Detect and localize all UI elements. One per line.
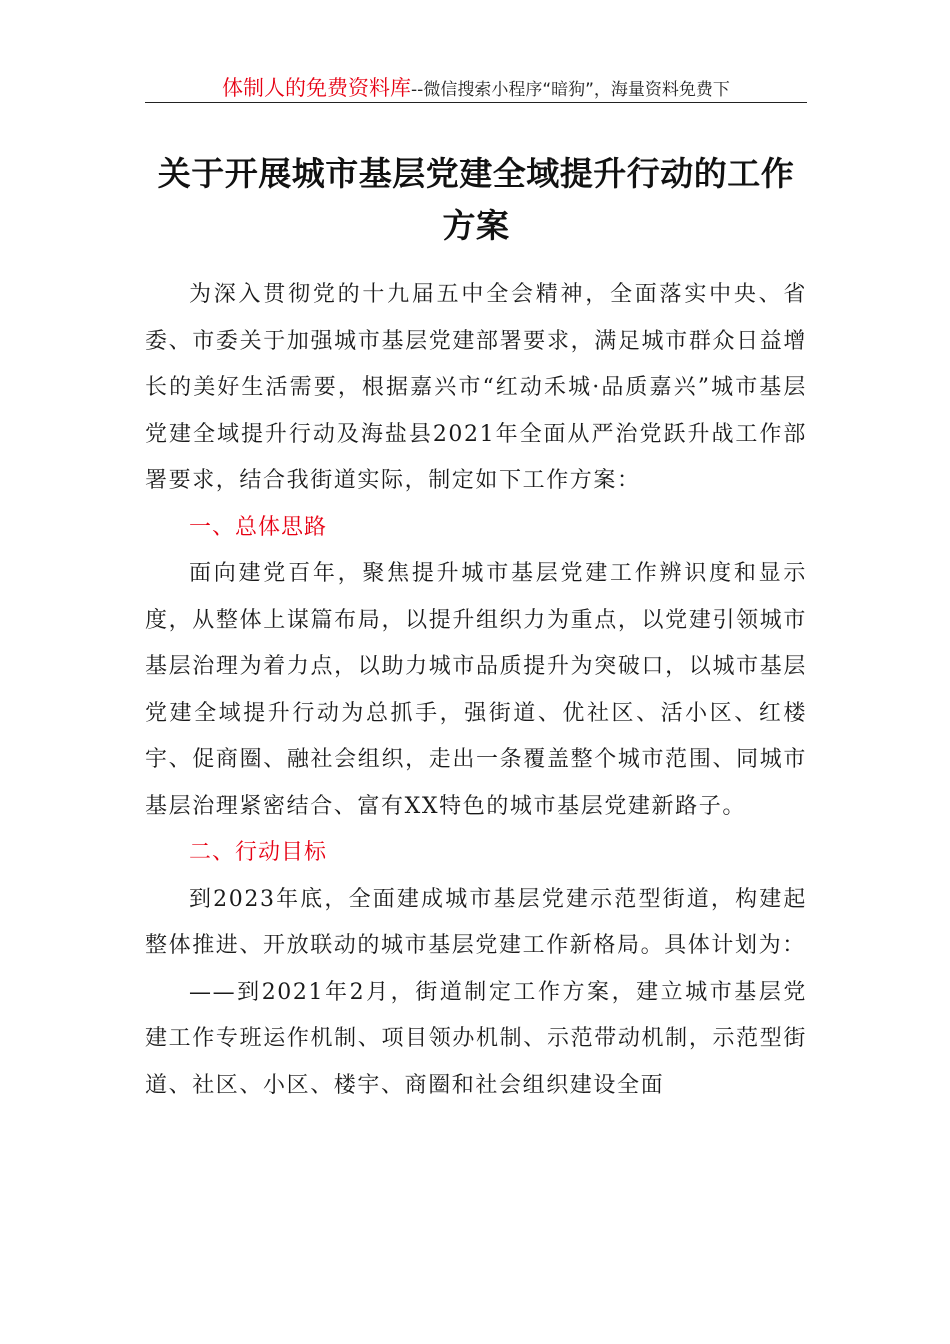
header-slogan: --微信搜索小程序“暗狗”，海量资料免费下 <box>411 80 730 100</box>
document-body <box>145 272 807 1109</box>
action-goals-paragraph: 到2023年底，全面建成城市基层党建示范型街道，构建起整体推进、开放联动的城市基层党建工作新格局。具体计划为： <box>145 886 807 958</box>
page-header <box>145 72 807 103</box>
intro-paragraph: 为深入贯彻党的十九届五中全会精神，全面落实中央、省委、市委关于加强城市基层党建部署要求，满足城市群众日益增长的美好生活需要，根据嘉兴市“红动禾城·品质嘉兴”城市基层党建全域提升行动及海盐县2021年全面从严治党跃升战工作部署要求，结合我街道实际，制定如下工作方案： <box>145 282 807 493</box>
overall-approach-paragraph: 面向建党百年，聚焦提升城市基层党建工作辨识度和显示度，从整体上谋篇布局，以提升组织力为重点，以党建引领城市基层治理为着力点，以助力城市品质提升为突破口，以城市基层党建全域提升行动为总抓手，强街道、优社区、活小区、红楼宇、促商圈、融社会组织，走出一条覆盖整个城市范围、同城市基层治理紧密结合、富有XX特色的城市基层党建新路子。 <box>145 561 807 819</box>
document-title: 关于开展城市基层党建全域提升行动的工作方案 <box>157 154 795 245</box>
section-heading-action-goals: 二、行动目标 <box>189 840 328 865</box>
section-heading-overall-approach: 一、总体思路 <box>189 514 328 540</box>
action-goals-plan-paragraph: ——到2021年2月，街道制定工作方案，建立城市基层党建工作专班运作机制、项目领办机制、示范带动机制，示范型街道、社区、小区、楼宇、商圈和社会组织建设全面 <box>145 979 807 1098</box>
header-brand: 体制人的免费资料库 <box>222 76 412 100</box>
